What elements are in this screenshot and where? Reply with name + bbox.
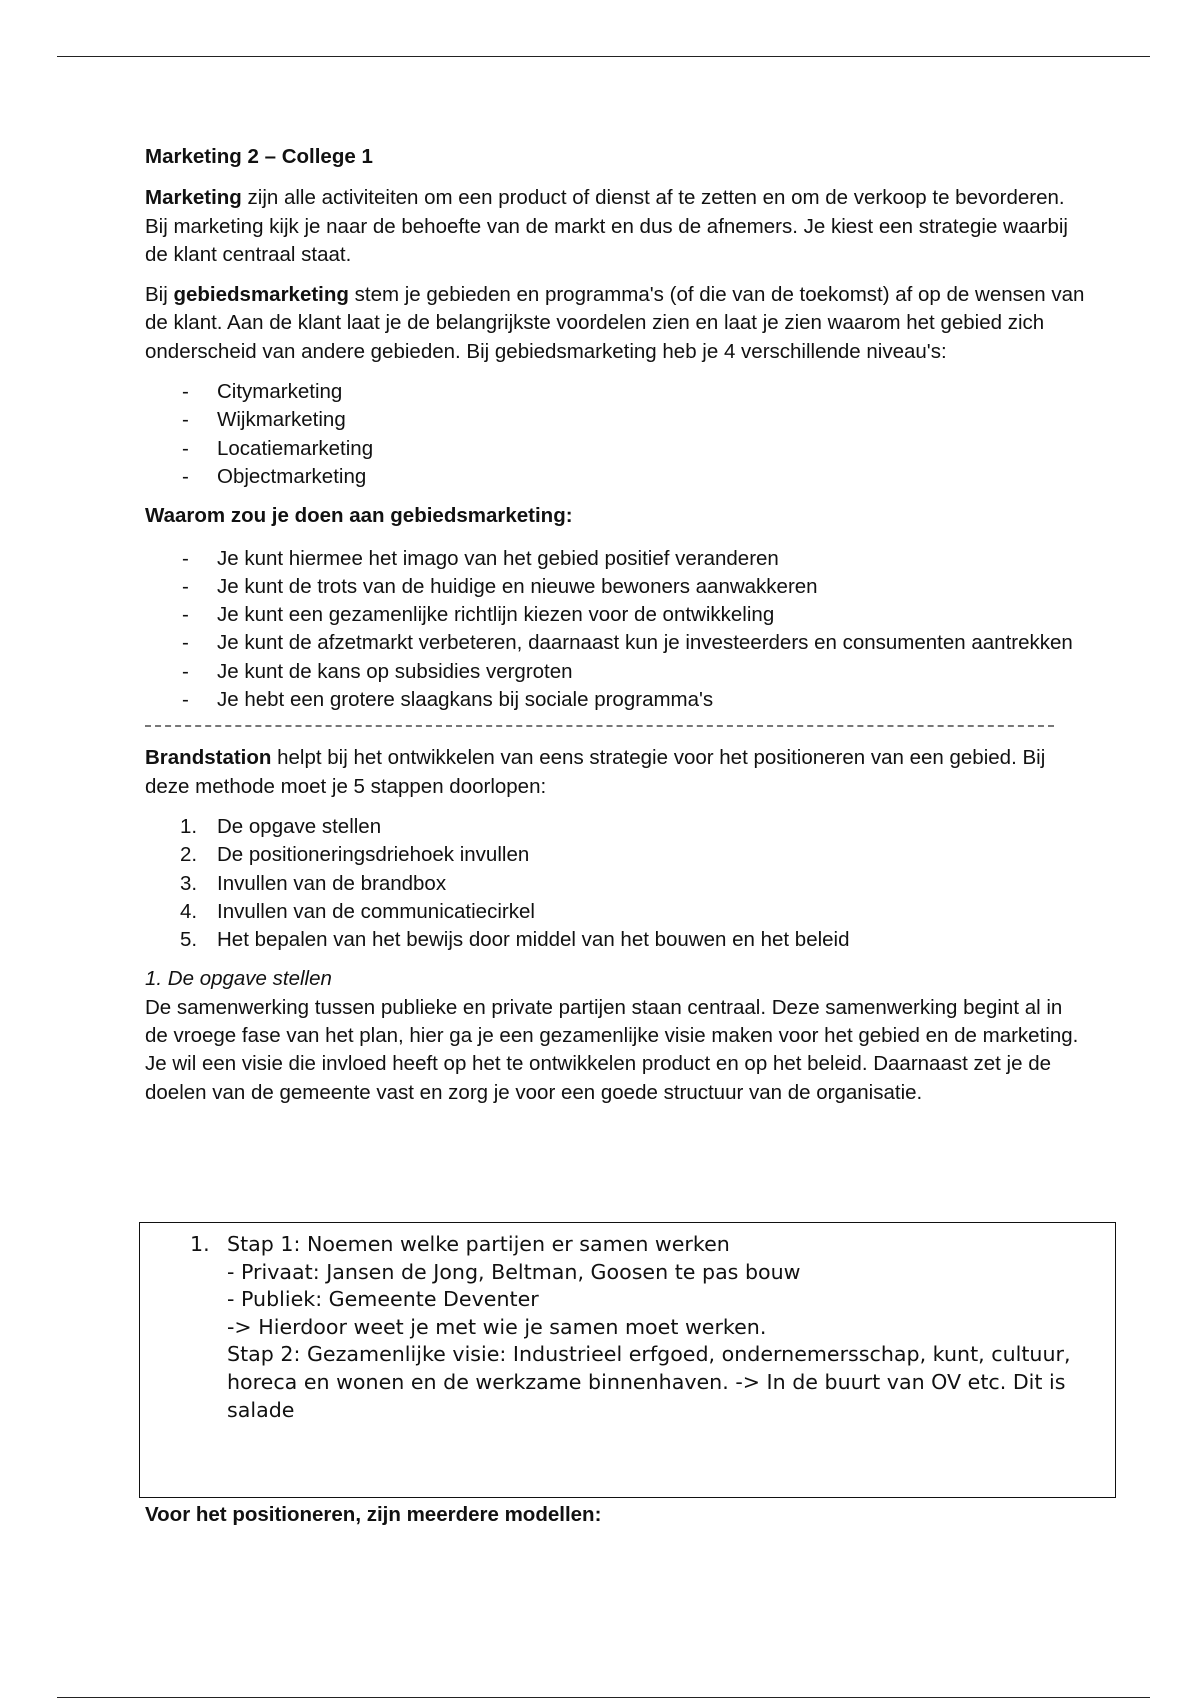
- list-item: [145, 841, 1085, 869]
- list-item: - Citymarketing: [145, 378, 1085, 406]
- list-item: - Wijkmarketing: [145, 406, 1085, 434]
- list-item: - Locatiemarketing: [145, 435, 1085, 463]
- step-text: De positioneringsdriehoek invullen: [217, 843, 530, 867]
- step-number: 4.: [180, 899, 198, 923]
- brandstation-term: Brandstation: [145, 746, 272, 770]
- list-item: [145, 926, 1085, 954]
- notes-line: Stap 2: Gezamenlijke visie: Industrieel erfgoed, ondernemersschap, kunt, cultuur, horeca en wonen en de werkzame binnenhaven. -> In de buurt van OV etc. Dit is salade: [227, 1342, 1071, 1422]
- why-heading: Waarom zou je doen aan gebiedsmarketing:: [145, 504, 573, 528]
- list-item: - Objectmarketing: [145, 463, 1085, 491]
- step1-heading: 1. De opgave stellen: [145, 967, 332, 991]
- list-item: - Je kunt de trots van de huidige en nieuwe bewoners aanwakkeren: [145, 573, 1085, 601]
- notes-line: -> Hierdoor weet je met wie je samen moet werken.: [227, 1314, 767, 1339]
- notes-number: 1.: [190, 1232, 210, 1256]
- marketing-term: Marketing: [145, 186, 242, 210]
- marketing-definition: zijn alle activiteiten om een product of dienst af te zetten en om de verkoop te bevorderen. Bij marketing kijk je naar de behoefte van de markt en dus de afnemers. Je kiest een strategie waarbij de klant centraal staat.: [145, 186, 1068, 266]
- steps-list: [145, 813, 1085, 954]
- header-rule: [57, 56, 1150, 57]
- notes-content: [227, 1231, 1107, 1424]
- list-item: [145, 870, 1085, 898]
- dashed-divider: [145, 725, 1054, 727]
- why-list: [145, 545, 1085, 715]
- notes-line: - Privaat: Jansen de Jong, Beltman, Goosen te pas bouw: [227, 1259, 801, 1284]
- step-number: 5.: [180, 928, 198, 952]
- closing-heading: Voor het positioneren, zijn meerdere modellen:: [145, 1503, 602, 1526]
- levels-list: [145, 378, 1085, 491]
- list-item: - Je hebt een grotere slaagkans bij sociale programma's: [145, 686, 1085, 714]
- gebiedsmarketing-term: gebiedsmarketing: [173, 283, 349, 307]
- step1-body: De samenwerking tussen publieke en private partijen staan centraal. Deze samenwerking begint al in de vroege fase van het plan, hier ga je een gezamenlijke visie maken voor het gebied en de marketing. Je wil een visie die invloed heeft op het te ontwikkelen product en op het beleid. Daarnaast zet je de doelen van de gemeente vast en zorg je voor een goede structuur van de organisatie.: [145, 995, 1079, 1104]
- step-text: Het bepalen van het bewijs door middel van het bouwen en het beleid: [217, 928, 850, 952]
- marketing-paragraph: [145, 184, 1085, 269]
- gebiedsmarketing-prefix: Bij: [145, 283, 174, 307]
- list-item: - Je kunt de kans op subsidies vergroten: [145, 658, 1085, 686]
- document-body: [145, 143, 1085, 1107]
- gebiedsmarketing-definition: stem je gebieden en programma's (of die van de toekomst) af op de wensen van de klant. Aan de klant laat je de belangrijkste voordelen zien en laat je zien waarom het gebied zich onderscheid van andere gebieden. Bij gebiedsmarketing heb je 4 verschillende niveau's:: [145, 283, 1085, 363]
- page-title: Marketing 2 – College 1: [145, 145, 373, 168]
- list-item: - Je kunt de afzetmarkt verbeteren, daarnaast kun je investeerders en consumenten aantrekken: [145, 629, 1085, 657]
- step-text: Invullen van de communicatiecirkel: [217, 899, 535, 923]
- list-item: - Je kunt een gezamenlijke richtlijn kiezen voor de ontwikkeling: [145, 601, 1085, 629]
- step-number: 1.: [180, 814, 198, 838]
- step-text: Invullen van de brandbox: [217, 871, 447, 895]
- footer-rule: [57, 1697, 1150, 1698]
- step-number: 2.: [180, 843, 198, 867]
- notes-box: [139, 1222, 1116, 1498]
- list-item: [145, 813, 1085, 841]
- list-item: - Je kunt hiermee het imago van het gebied positief veranderen: [145, 545, 1085, 573]
- gebiedsmarketing-paragraph: [145, 281, 1085, 366]
- brandstation-paragraph: [145, 744, 1085, 801]
- brandstation-definition: helpt bij het ontwikkelen van eens strategie voor het positioneren van een gebied. Bij deze methode moet je 5 stappen doorlopen:: [145, 746, 1046, 798]
- notes-line: - Publiek: Gemeente Deventer: [227, 1287, 539, 1312]
- step-number: 3.: [180, 871, 198, 895]
- step-text: De opgave stellen: [217, 814, 382, 838]
- list-item: [145, 898, 1085, 926]
- notes-line: Stap 1: Noemen welke partijen er samen werken: [227, 1232, 730, 1256]
